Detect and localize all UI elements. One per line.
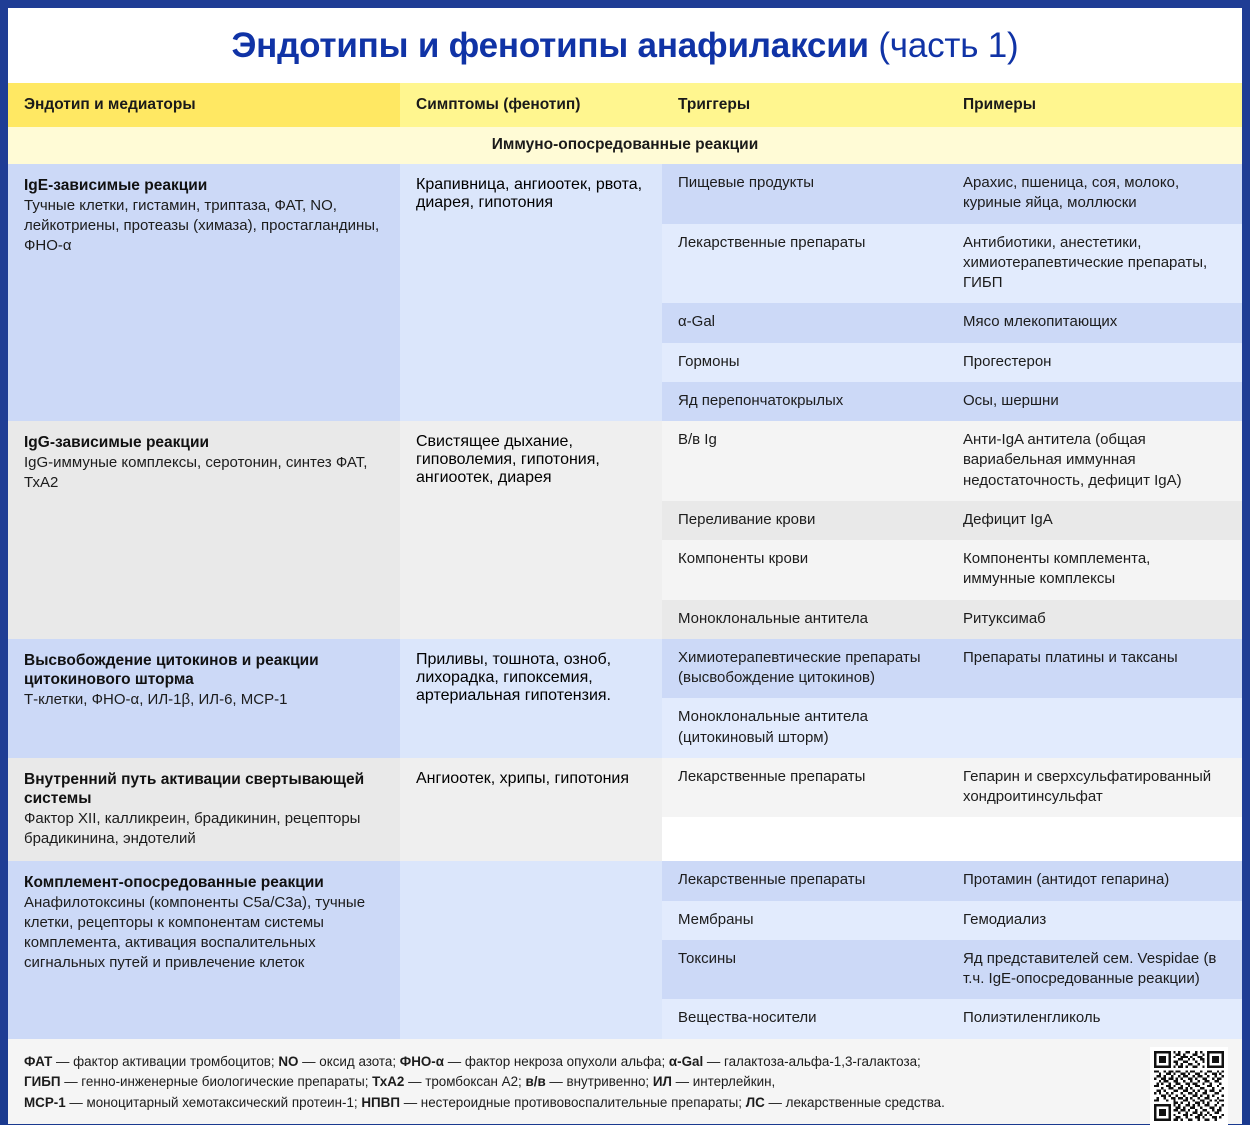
symptoms-cell xyxy=(400,861,662,1038)
endotype-title: Комплемент-опосредованные реакции xyxy=(24,874,324,892)
trigger-cell: α-Gal xyxy=(662,303,947,342)
symptoms-cell: Приливы, тошнота, озноб, лихорадка, гипоксемия, артериальная гипотензия. xyxy=(400,639,662,758)
trigger-cell: Лекарственные препараты xyxy=(662,861,947,900)
symptoms-cell: Крапивница, ангиоотек, рвота, диарея, гипотония xyxy=(400,164,662,421)
trigger-example-group xyxy=(662,861,1242,1038)
endotype-cell xyxy=(8,758,400,862)
example-cell: Гемодиализ xyxy=(947,901,1242,940)
trigger-cell: Моноклональные антитела (цитокиновый шторм) xyxy=(662,698,947,758)
trigger-cell: Гормоны xyxy=(662,343,947,382)
trigger-example-group xyxy=(662,421,1242,639)
trigger-example-row xyxy=(662,343,1242,382)
trigger-cell: Переливание крови xyxy=(662,501,947,540)
trigger-example-row xyxy=(662,303,1242,342)
endotype-mediators: Т-клетки, ФНО-α, ИЛ-1β, ИЛ-6, МСР-1 xyxy=(24,691,288,709)
endotype-mediators: Анафилотоксины (компоненты С5а/С3а), тучные клетки, рецепторы к компонентам системы комплемента, активация воспалительных сигнальных путей и привлечение клеток xyxy=(24,893,366,972)
example-cell: Яд представителей сем. Vespidae (в т.ч. IgE-опосредованные реакции) xyxy=(947,940,1242,1000)
footnotes-area xyxy=(8,1039,1242,1124)
trigger-example-row xyxy=(662,940,1242,1000)
footnote-line-2-text: ГИБП — генно-инженерные биологические препараты; ТхА2 — тромбоксан А2; в/в — внутривенно; ИЛ — интерлейкин, xyxy=(24,1074,776,1090)
endotype-mediators: Фактор XII, калликреин, брадикинин, рецепторы брадикинина, эндотелий xyxy=(24,810,361,848)
table-row xyxy=(8,164,1242,421)
endotype-title: Высвобождение цитокинов и реакции цитокинового шторма xyxy=(24,651,319,689)
page-title xyxy=(8,8,1242,83)
example-cell xyxy=(947,698,1242,758)
endotype-title: Внутренний путь активации свертывающей системы xyxy=(24,770,365,808)
example-cell: Компоненты комплемента, иммунные комплексы xyxy=(947,540,1242,600)
trigger-example-row xyxy=(662,639,1242,699)
trigger-example-row xyxy=(662,999,1242,1038)
example-cell: Осы, шершни xyxy=(947,382,1242,421)
column-header-triggers: Триггеры xyxy=(662,83,947,127)
trigger-example-group xyxy=(662,639,1242,758)
example-cell: Протамин (антидот гепарина) xyxy=(947,861,1242,900)
example-cell: Гепарин и сверхсульфатированный хондроитинсульфат xyxy=(947,758,1242,818)
trigger-example-group xyxy=(662,164,1242,421)
trigger-example-row xyxy=(662,758,1242,818)
endotype-cell xyxy=(8,861,400,1038)
footnote-line-3 xyxy=(24,1093,945,1114)
example-cell: Антибиотики, анестетики, химиотерапевтические препараты, ГИБП xyxy=(947,224,1242,304)
section-title: Иммуно-опосредованные реакции xyxy=(8,127,1242,164)
example-cell: Полиэтиленгликоль xyxy=(947,999,1242,1038)
trigger-cell: Компоненты крови xyxy=(662,540,947,600)
table-row xyxy=(8,421,1242,639)
example-cell: Дефицит IgA xyxy=(947,501,1242,540)
symptoms-cell: Свистящее дыхание, гиповолемия, гипотония, ангиоотек, диарея xyxy=(400,421,662,639)
poster-body xyxy=(8,8,1242,1111)
endotype-mediators: IgG-иммуные комплексы, серотонин, синтез ФАТ, ТхА2 xyxy=(24,453,368,491)
column-header-endotype: Эндотип и медиаторы xyxy=(8,83,400,127)
qr-code-icon[interactable] xyxy=(1150,1047,1228,1125)
trigger-example-row xyxy=(662,861,1242,900)
trigger-cell: Лекарственные препараты xyxy=(662,758,947,818)
example-cell: Арахис, пшеница, соя, молоко, куриные яйца, моллюски xyxy=(947,164,1242,224)
example-cell: Прогестерон xyxy=(947,343,1242,382)
table-row xyxy=(8,861,1242,1038)
trigger-example-row xyxy=(662,540,1242,600)
table-row xyxy=(8,758,1242,862)
example-cell: Ритуксимаб xyxy=(947,600,1242,639)
trigger-cell: В/в Ig xyxy=(662,421,947,501)
qr-code-svg xyxy=(1154,1051,1224,1121)
table-header-row xyxy=(8,83,1242,127)
trigger-example-group xyxy=(662,758,1242,862)
endotype-cell xyxy=(8,164,400,421)
trigger-cell: Моноклональные антитела xyxy=(662,600,947,639)
title-sub: (часть 1) xyxy=(868,25,1019,65)
trigger-cell: Лекарственные препараты xyxy=(662,224,947,304)
footnote-line-2 xyxy=(24,1072,945,1093)
example-cell: Препараты платины и таксаны xyxy=(947,639,1242,699)
trigger-cell: Мембраны xyxy=(662,901,947,940)
trigger-example-row xyxy=(662,382,1242,421)
trigger-example-row xyxy=(662,600,1242,639)
trigger-cell: Пищевые продукты xyxy=(662,164,947,224)
footnote-line-1 xyxy=(24,1052,945,1073)
trigger-example-row xyxy=(662,698,1242,758)
trigger-example-row xyxy=(662,164,1242,224)
column-header-symptoms: Симптомы (фенотип) xyxy=(400,83,662,127)
footnote-line-1-text: ФАТ — фактор активации тромбоцитов; NO — оксид азота; ФНО-α — фактор некроза опухоли альфа; α-Gal — галактоза-альфа-1,3-галактоза; xyxy=(24,1053,921,1069)
trigger-example-row xyxy=(662,224,1242,304)
symptoms-cell: Ангиоотек, хрипы, гипотония xyxy=(400,758,662,862)
endotype-title: IgE-зависимые реакции xyxy=(24,177,208,194)
footnote-line-3-text: МСР-1 — моноцитарный хемотаксический протеин-1; НПВП — нестероидные противовоспалительные препараты; ЛС — лекарственные средства. xyxy=(24,1095,945,1111)
trigger-cell: Яд перепончатокрылых xyxy=(662,382,947,421)
endotype-mediators: Тучные клетки, гистамин, триптаза, ФАТ, NO, лейкотриены, протеазы (химаза), простагландины, ФНО-α xyxy=(24,196,380,254)
trigger-cell: Токсины xyxy=(662,940,947,1000)
trigger-example-row xyxy=(662,421,1242,501)
title-main: Эндотипы и фенотипы анафилаксии xyxy=(231,25,869,65)
table-row xyxy=(8,639,1242,758)
section-header-row xyxy=(8,127,1242,164)
column-header-examples: Примеры xyxy=(947,83,1242,127)
trigger-example-row xyxy=(662,501,1242,540)
endotype-title: IgG-зависимые реакции xyxy=(24,434,210,451)
trigger-cell: Химиотерапевтические препараты (высвобождение цитокинов) xyxy=(662,639,947,699)
trigger-example-row xyxy=(662,901,1242,940)
trigger-cell: Вещества-носители xyxy=(662,999,947,1038)
endotype-table xyxy=(8,83,1242,1039)
example-cell: Анти-IgA антитела (общая вариабельная иммунная недостаточность, дефицит IgA) xyxy=(947,421,1242,501)
endotype-cell xyxy=(8,639,400,758)
endotype-cell xyxy=(8,421,400,639)
footnotes-text xyxy=(24,1052,945,1114)
example-cell: Мясо млекопитающих xyxy=(947,303,1242,342)
